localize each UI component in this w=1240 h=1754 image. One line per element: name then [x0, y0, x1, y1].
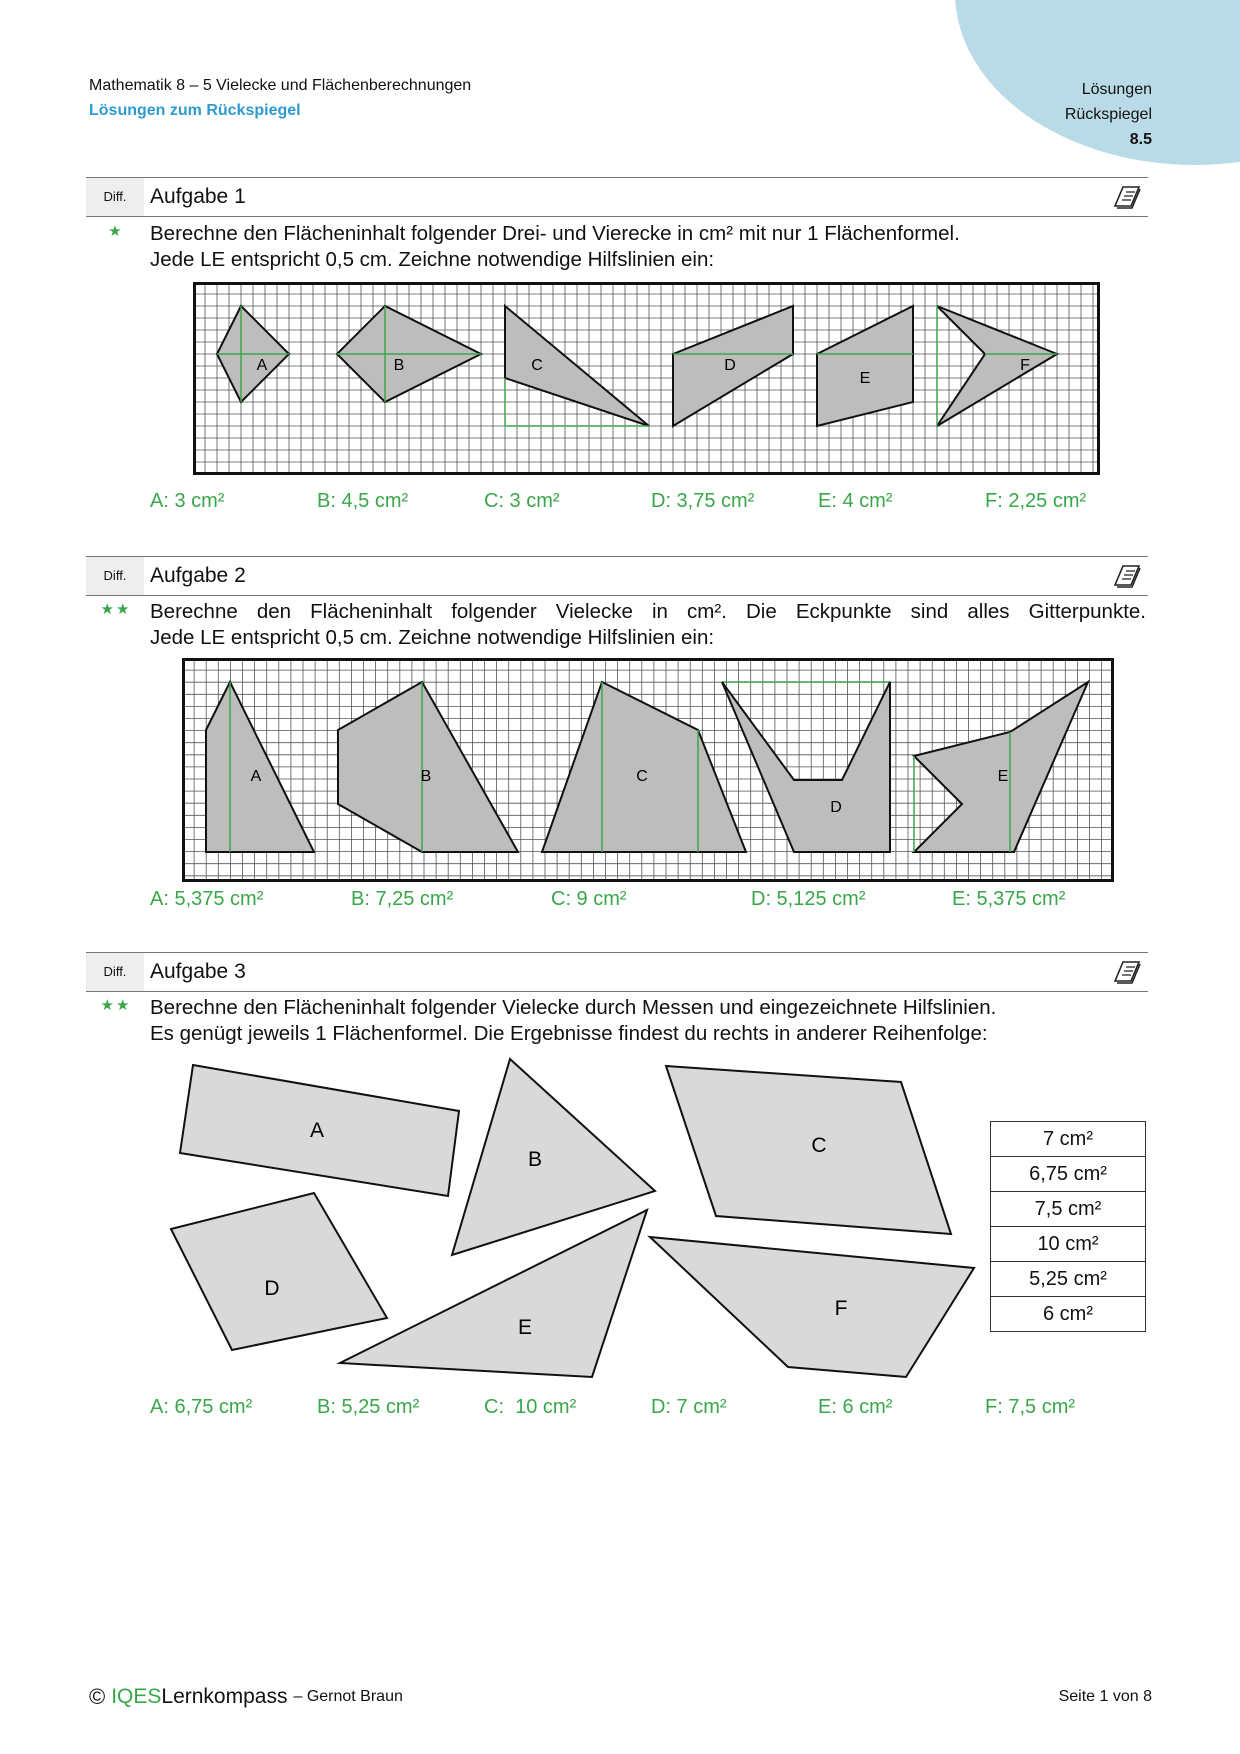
book-icon [1112, 959, 1142, 985]
task3-stars: ★★ [100, 997, 132, 1014]
task3-shape-c [666, 1066, 951, 1234]
task1-answer-d: D: 3,75 cm² [651, 490, 755, 512]
task1-grid-figure [193, 282, 1100, 475]
task2-label-b: B [420, 768, 432, 785]
footer-brand [89, 1684, 403, 1710]
task1-grid [193, 282, 1100, 475]
task3-answer-e: E: 6 cm² [818, 1396, 893, 1418]
task2-text [150, 599, 1146, 651]
task2-label-e: E [997, 768, 1009, 785]
task3-shape-d [171, 1193, 387, 1350]
task3-answer-d: D: 7 cm² [651, 1396, 727, 1418]
task2-bar [86, 556, 1148, 596]
task3-answer-a: A: 6,75 cm² [150, 1396, 253, 1418]
task3-label-b: B [527, 1148, 543, 1171]
task1-answer-a: A: 3 cm² [150, 490, 225, 512]
footer-author: – Gernot Braun [293, 1688, 403, 1705]
task3-answer-f: F: 7,5 cm² [985, 1396, 1076, 1418]
task1-answers [0, 490, 1240, 516]
task3-bar [86, 952, 1148, 992]
task1-label-b: B [393, 357, 405, 374]
task3-shape-f [650, 1237, 974, 1377]
task2-grid-figure [182, 658, 1114, 882]
task2-line2: Jede LE entspricht 0,5 cm. Zeichne notwendige Hilfslinien ein: [150, 626, 715, 649]
task1-label-e: E [859, 370, 871, 387]
task2-answer-e: E: 5,375 cm² [952, 888, 1066, 910]
task3-line1: Berechne den Flächeninhalt folgender Vielecke durch Messen und eingezeichnete Hilfslinien. [150, 996, 997, 1019]
task1-bar [86, 177, 1148, 217]
task3-line2: Es genügt jeweils 1 Flächenformel. Die Ergebnisse findest du rechts in anderer Reihenfolge: [150, 1022, 988, 1045]
task1-text [150, 221, 1146, 273]
task2-answer-b: B: 7,25 cm² [351, 888, 454, 910]
task2-diff: Diff. [86, 557, 144, 595]
task2-label-c: C [636, 768, 648, 785]
results-cell: 6,75 cm² [991, 1157, 1146, 1192]
task1-answer-f: F: 2,25 cm² [985, 490, 1087, 512]
task1-diff: Diff. [86, 178, 144, 216]
results-cell: 7,5 cm² [991, 1192, 1146, 1227]
task3-results-table [990, 1121, 1146, 1332]
task1-grid-frame [195, 284, 1099, 474]
task2-line1: Berechne den Flächeninhalt folgender Vielecke in cm². Die Eckpunkte sind alles Gitterpunkte. [150, 600, 1146, 623]
results-cell: 5,25 cm² [991, 1262, 1146, 1297]
header-right-line2: Rückspiegel [1064, 106, 1152, 123]
book-icon [1112, 184, 1142, 210]
task3-answer-b: B: 5,25 cm² [317, 1396, 420, 1418]
footer-page-number: Seite 1 von 8 [1058, 1688, 1152, 1705]
task1-label-f: F [1020, 357, 1030, 374]
copyright-icon: © [89, 1684, 106, 1709]
task1-answer-c: C: 3 cm² [484, 490, 560, 512]
task2-title: Aufgabe 2 [150, 564, 246, 587]
task2-answer-d: D: 5,125 cm² [751, 888, 866, 910]
task3-diff: Diff. [86, 953, 144, 991]
task3-label-a: A [309, 1119, 325, 1142]
task3-label-c: C [811, 1134, 827, 1157]
task1-answer-b: B: 4,5 cm² [317, 490, 409, 512]
results-cell: 10 cm² [991, 1227, 1146, 1262]
task3-text [150, 995, 1146, 1047]
task2-answer-c: C: 9 cm² [551, 888, 627, 910]
task2-answers [0, 888, 1240, 914]
results-cell: 7 cm² [991, 1122, 1146, 1157]
task1-title: Aufgabe 1 [150, 185, 246, 208]
header-title: Lösungen zum Rückspiegel [89, 102, 301, 119]
task1-stars: ★ [108, 223, 124, 240]
task1-label-d: D [724, 357, 736, 374]
task2-label-a: A [250, 768, 262, 785]
task1-label-a: A [256, 357, 268, 374]
task2-label-d: D [830, 799, 842, 816]
results-cell: 6 cm² [991, 1297, 1146, 1332]
header-right [1065, 77, 1152, 152]
task3-answers [0, 1396, 1240, 1422]
header-right-line1: Lösungen [1081, 81, 1152, 98]
footer-brand-lernkompass: Lernkompass [161, 1685, 288, 1708]
task1-label-c: C [531, 357, 543, 374]
task2-answer-a: A: 5,375 cm² [150, 888, 264, 910]
task3-label-f: F [834, 1297, 848, 1320]
task1-line1: Berechne den Flächeninhalt folgender Drei- und Vierecke in cm² mit nur 1 Flächenformel. [150, 222, 960, 245]
task3-answer-c: C: 10 cm² [484, 1396, 577, 1418]
book-icon [1112, 563, 1142, 589]
footer-brand-iqes: IQES [111, 1685, 162, 1708]
task3-label-e: E [517, 1316, 533, 1339]
header-section-number: 8.5 [1129, 131, 1152, 148]
task1-line2: Jede LE entspricht 0,5 cm. Zeichne notwendige Hilfslinien ein: [150, 248, 715, 271]
task2-stars: ★★ [100, 601, 132, 618]
task3-title: Aufgabe 3 [150, 960, 246, 983]
header-subject: Mathematik 8 – 5 Vielecke und Flächenberechnungen [89, 77, 472, 94]
task3-label-d: D [264, 1277, 280, 1300]
task1-answer-e: E: 4 cm² [818, 490, 893, 512]
